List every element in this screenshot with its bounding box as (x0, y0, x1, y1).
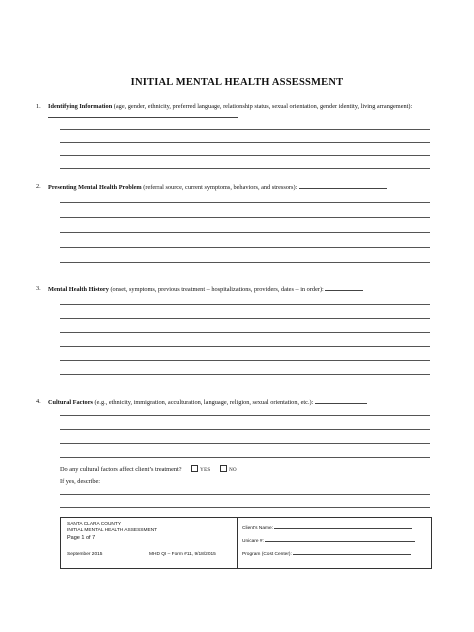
question-mental-health-history (36, 284, 432, 294)
answer-line[interactable] (60, 262, 430, 263)
client-name-label: Client's Name: (242, 526, 274, 531)
answer-line[interactable] (60, 457, 430, 458)
answer-line[interactable] (60, 346, 430, 347)
question-label: Presenting Mental Health Problem (48, 184, 142, 191)
program-field[interactable] (293, 549, 411, 555)
yes-label: YES (200, 468, 211, 473)
question-cultural-factors (36, 397, 432, 407)
footer-county: SANTA CLARA COUNTY (67, 522, 122, 527)
no-label: NO (229, 468, 237, 473)
answer-line[interactable] (60, 332, 430, 333)
answer-line[interactable] (60, 415, 430, 416)
answer-line[interactable] (60, 304, 430, 305)
footer-form-info (61, 518, 235, 568)
footer-date: September 2015 (67, 552, 103, 557)
client-name-field[interactable] (274, 523, 412, 529)
footer-form-name: INITIAL MENTAL HEALTH ASSESSMENT (67, 528, 158, 533)
question-number: 1. (36, 103, 41, 110)
question-presenting-problem (36, 182, 432, 192)
unicare-label: Unicare #: (242, 539, 264, 544)
question-description: (age, gender, ethnicity, preferred language, relationship status, sexual orientation, gender identity, living arrangement): (112, 103, 413, 110)
question-label: Identifying Information (48, 103, 113, 110)
question-number: 2. (36, 183, 41, 190)
answer-line[interactable] (60, 374, 430, 375)
no-checkbox[interactable] (220, 465, 227, 472)
answer-line[interactable] (325, 284, 363, 291)
answer-line[interactable] (60, 507, 430, 508)
answer-line[interactable] (60, 443, 430, 444)
footer-form-id: MHD QI – Form #11, 9/18/2015 (149, 552, 216, 557)
unicare-field[interactable] (265, 536, 415, 542)
answer-line[interactable] (60, 155, 430, 156)
question-description: (referral source, current symptoms, behaviors, and stressors): (141, 184, 298, 191)
answer-line[interactable] (60, 202, 430, 203)
answer-line[interactable] (60, 318, 430, 319)
footer-client-info (237, 518, 432, 568)
question-identifying-information (36, 102, 432, 121)
answer-line[interactable] (60, 142, 430, 143)
answer-line[interactable] (60, 217, 430, 218)
answer-line[interactable] (60, 168, 430, 169)
question-description: (e.g., ethnicity, immigration, acculturation, language, religion, sexual orientation, etc.): (92, 399, 314, 406)
form-footer (60, 517, 432, 569)
question-label: Cultural Factors (48, 399, 93, 406)
answer-line[interactable] (48, 111, 238, 118)
question-number: 4. (36, 398, 41, 405)
question-label: Mental Health History (48, 286, 109, 293)
if-yes-describe-label: If yes, describe: (60, 478, 101, 485)
answer-line[interactable] (299, 182, 387, 189)
program-label: Program (Cost Center): (242, 552, 292, 557)
footer-page-number: Page 1 of 7 (67, 535, 96, 541)
answer-line[interactable] (60, 494, 430, 495)
answer-line[interactable] (60, 232, 430, 233)
page-title: INITIAL MENTAL HEALTH ASSESSMENT (130, 77, 344, 88)
answer-line[interactable] (60, 247, 430, 248)
answer-line[interactable] (60, 129, 430, 130)
answer-line[interactable] (60, 360, 430, 361)
question-description: (onset, symptoms, previous treatment – hospitalizations, providers, dates – in order): (108, 286, 324, 293)
question-number: 3. (36, 285, 41, 292)
answer-line[interactable] (315, 397, 367, 404)
cultural-treatment-question (60, 465, 237, 475)
answer-line[interactable] (60, 429, 430, 430)
yes-checkbox[interactable] (191, 465, 198, 472)
cultural-question-text: Do any cultural factors affect client’s treatment? (60, 466, 182, 473)
